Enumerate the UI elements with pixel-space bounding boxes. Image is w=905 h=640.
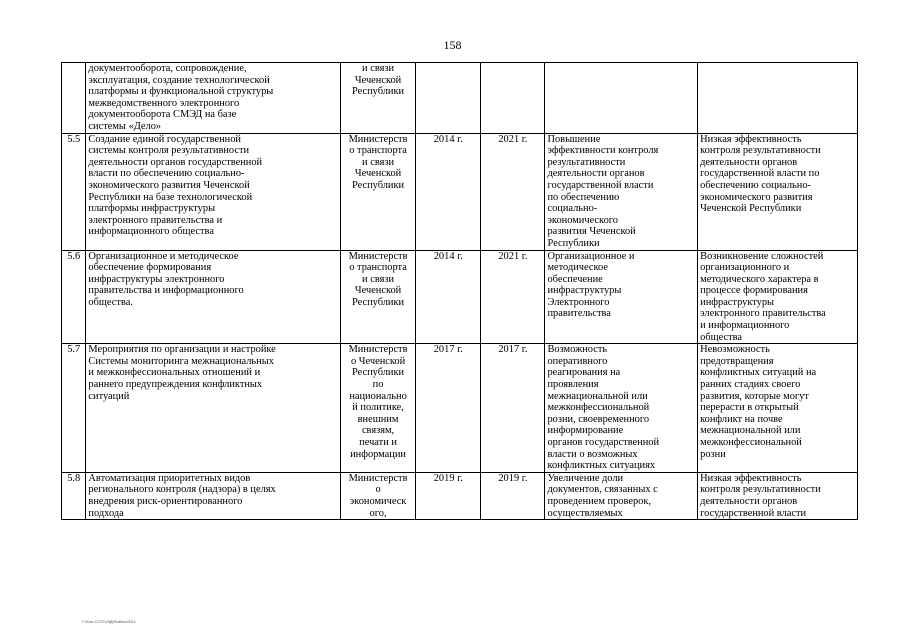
risk-line: Низкая эффективность [700,133,802,145]
risk-line: государственной власти по [700,168,820,180]
risk-line: межнациональной или [700,425,801,437]
risk-line: контроля результативности [700,145,821,157]
measure-name-line: внедрения риск-ориентированного [88,495,243,507]
measure-name-line: платформы и функциональной структуры [88,86,274,98]
start-year-cell: 2017 г. [416,344,481,473]
executor-line: о [375,484,381,496]
executor-cell [340,133,415,250]
measure-name-line: власти по обеспечению социально- [88,168,245,180]
expected-result-line: экономического [547,214,618,226]
measure-name-line: Организационное и методическое [88,250,239,262]
measure-name-cell [86,250,340,344]
risk-line: Возникновение сложностей [700,250,824,262]
measure-name-line: общества. [88,296,133,308]
measure-name-line: электронного правительства и [88,214,223,226]
expected-result-line: эффективности контроля [547,145,659,157]
end-year-cell: 2021 г. [481,133,545,250]
executor-line: печати и [359,437,397,448]
expected-result-line: деятельности органов [547,168,645,180]
measure-name-line: регионального контроля (надзора) в целях [88,484,276,496]
start-year-cell: 2019 г. [416,472,481,519]
expected-result-line: Возможность [547,344,608,356]
measure-name-line: экономического развития Чеченской [88,179,250,191]
row-number-cell [62,63,86,134]
measure-name-line: раннего предупреждения конфликтных [88,379,263,391]
expected-result-line: результативности [547,156,626,168]
risk-line: методического характера в [700,273,819,285]
expected-result-line: Республики [547,237,600,249]
executor-line: о транспорта [349,145,407,157]
executor-line: и связи [362,273,395,285]
expected-result-line: розни, своевременного [547,413,650,425]
risk-line: конфликтных ситуаций на [700,367,817,379]
expected-result-line: по обеспечению [547,191,620,203]
measure-name-line: информационного общества [88,226,214,238]
expected-result-line: инфраструктуры [547,285,622,297]
risk-line: Низкая эффективность [700,472,802,484]
expected-result-line: Увеличение доли [547,472,624,484]
risk-cell [698,250,858,344]
measure-name-line: Республики на базе технологической [88,191,253,203]
measure-name-line: документооборота, сопровождение, [88,63,247,74]
risk-line: перерасти в открытый [700,402,799,414]
expected-result-cell [545,133,698,250]
expected-result-line: проявления [547,379,599,391]
risk-line: розни [700,448,726,460]
expected-result-line: правительства [547,308,611,320]
risk-line: деятельности органов [700,156,798,168]
table-row [62,344,858,473]
risk-line: организационного и [700,262,790,274]
risk-line: общества [700,331,743,343]
measure-name-line: подхода [88,507,124,519]
executor-line: Чеченской [354,74,402,86]
executor-cell [340,250,415,344]
measure-name-line: межведомственного электронного [88,97,240,109]
executor-line: о транспорта [349,262,407,274]
row-number-cell: 5.6 [62,250,86,344]
executor-line: экономическ [349,495,407,507]
risk-line: инфраструктуры [700,296,775,308]
risk-line: деятельности органов [700,495,798,507]
expected-result-line: обеспечение [547,273,603,285]
expected-result-line: Электронного [547,296,610,308]
expected-result-line: проведением проверок, [547,495,651,507]
expected-result-line: реагирования на [547,367,621,379]
measure-name-line: и межконфессиональных отношений и [88,367,261,379]
executor-line: внешним [357,413,399,425]
risk-cell [698,133,858,250]
executor-line: Чеченской [354,285,402,297]
measure-name-line: инфраструктуры электронного [88,273,225,285]
end-year-cell: 2021 г. [481,250,545,344]
measure-name-line: деятельности органов государственной [88,156,263,168]
risk-line: процессе формирования [700,285,808,297]
executor-cell [340,63,415,134]
executor-line: Министерств [348,250,408,262]
measures-table [61,62,858,520]
expected-result-line: власти о возможных [547,448,638,460]
risk-line: экономического развития [700,191,813,203]
measure-name-cell [86,133,340,250]
executor-line: по [372,379,384,391]
executor-cell [340,472,415,519]
expected-result-line: государственной власти [547,179,654,191]
executor-cell [340,344,415,473]
risk-line: государственной власти [700,507,807,519]
expected-result-line: межнациональной или [547,390,648,402]
executor-line: Министерств [348,472,408,484]
expected-result-cell [545,472,698,519]
executor-line: й политике, [352,402,404,414]
table-row [62,133,858,250]
risk-line: межконфессиональной [700,437,802,448]
risk-line: Невозможность [700,344,770,356]
risk-line: электронного правительства [700,308,826,320]
measure-name-line: ситуаций [88,390,130,402]
executor-line: Республики [351,179,405,191]
risk-cell [698,472,858,519]
executor-line: национально [349,390,407,402]
footer-file-path: Г:\Кол-ССП\ЧЭД\Файлы\0011. [82,619,138,624]
risk-line: и информационного [700,320,790,332]
row-number-cell: 5.5 [62,133,86,250]
executor-line: Республики [351,86,405,98]
measure-name-line: обеспечение формирования [88,262,212,274]
expected-result-line: органов государственной [547,437,660,448]
measure-name-line: правительства и информационного [88,285,244,297]
executor-line: связям, [361,425,395,437]
risk-line: Чеченской Республики [700,203,802,215]
expected-result-line: методическое [547,262,608,274]
start-year-cell: 2014 г. [416,250,481,344]
expected-result-cell [545,63,698,134]
page-number: 158 [443,38,462,52]
expected-result-cell [545,250,698,344]
start-year-cell [416,63,481,134]
table-body [62,63,858,520]
risk-line: контроля результативности [700,484,821,496]
start-year-cell: 2014 г. [416,133,481,250]
row-number-cell: 5.8 [62,472,86,519]
risk-line: предотвращения [700,355,774,367]
measure-name-line: системы контроля результативности [88,145,250,157]
expected-result-line: оперативного [547,355,608,367]
risk-cell [698,63,858,134]
row-number-cell: 5.7 [62,344,86,473]
executor-line: информации [350,448,406,460]
measure-name-line: Мероприятия по организации и настройке [88,344,276,356]
expected-result-line: социально- [547,203,598,215]
table-row [62,63,858,134]
expected-result-line: осуществляемых [547,507,623,519]
measure-name-line: системы «Дело» [88,120,162,132]
executor-line: Чеченской [354,168,402,180]
measure-name-cell [86,472,340,519]
measure-name-line: Автоматизация приоритетных видов [88,472,251,484]
risk-cell [698,344,858,473]
executor-line: и связи [362,156,395,168]
end-year-cell [481,63,545,134]
expected-result-line: документов, связанных с [547,484,658,496]
executor-line: и связи [362,63,395,74]
table-row [62,472,858,519]
executor-line: о Чеченской [350,355,406,367]
expected-result-cell [545,344,698,473]
end-year-cell: 2017 г. [481,344,545,473]
measure-name-line: эксплуатация, создание технологической [88,74,270,86]
risk-line: развития, которые могут [700,390,809,402]
executor-line: Республики [351,296,405,308]
table-row [62,250,858,344]
expected-result-line: конфликтных ситуациях [547,460,656,472]
executor-line: Министерств [348,344,408,356]
expected-result-line: информирование [547,425,624,437]
executor-line: Министерств [348,133,408,145]
measure-name-line: документооборота СМЭД на базе [88,109,237,121]
expected-result-line: развития Чеченской [547,226,636,238]
measure-name-line: платформы инфраструктуры [88,203,216,215]
end-year-cell: 2019 г. [481,472,545,519]
measure-name-cell [86,344,340,473]
expected-result-line: межконфессиональной [547,402,650,414]
measure-name-line: Создание единой государственной [88,133,241,145]
risk-line: конфликт на почве [700,413,783,425]
risk-line: обеспечению социально- [700,179,811,191]
executor-line: ого, [369,507,387,519]
measure-name-line: Системы мониторинга межнациональных [88,355,274,367]
expected-result-line: Организационное и [547,250,635,262]
expected-result-line: Повышение [547,133,601,145]
risk-line: ранних стадиях своего [700,379,801,391]
executor-line: Республики [351,367,405,379]
measure-name-cell [86,63,340,134]
